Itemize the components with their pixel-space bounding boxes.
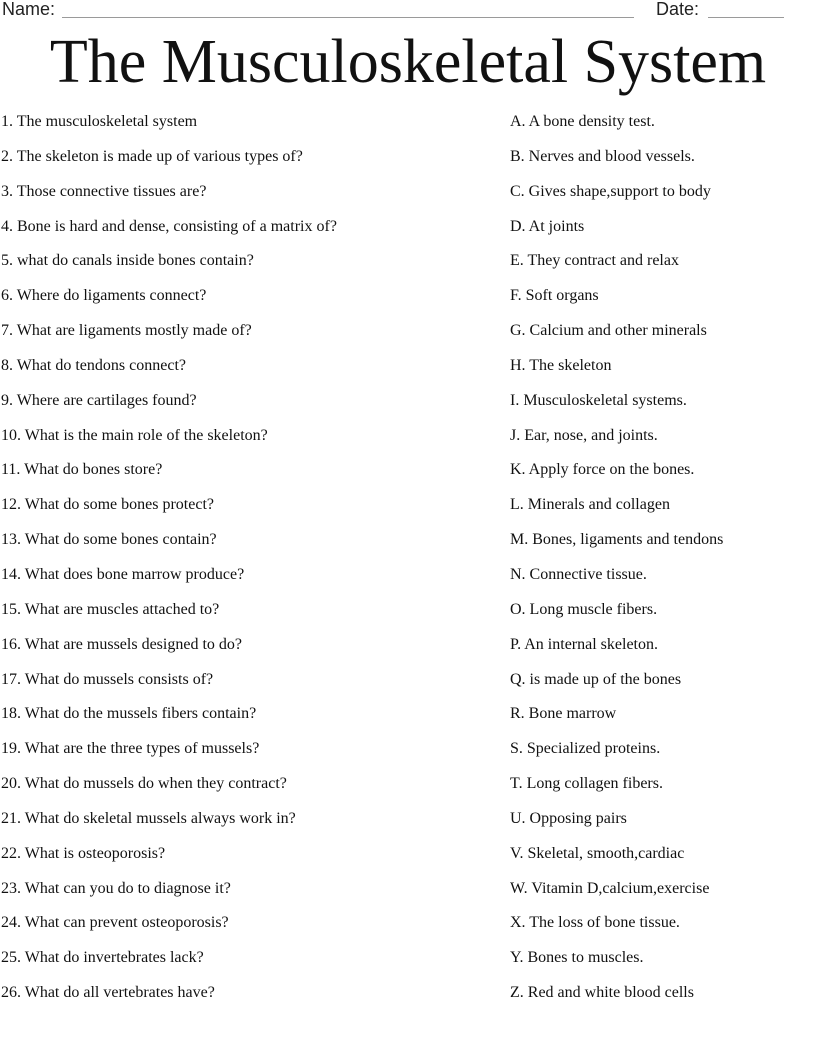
- answers-column: [510, 110, 810, 1016]
- question-item: 22. What is osteoporosis?: [1, 844, 166, 862]
- question-item: 16. What are mussels designed to do?: [1, 635, 242, 653]
- answer-item: M. Bones, ligaments and tendons: [510, 531, 724, 549]
- question-item: 12. What do some bones protect?: [1, 496, 214, 514]
- page-title: The Musculoskeletal System: [49, 28, 767, 96]
- name-label: Name:: [2, 0, 56, 19]
- answer-item: S. Specialized proteins.: [510, 740, 661, 758]
- answer-item: V. Skeletal, smooth,cardiac: [510, 844, 685, 862]
- answer-item: N. Connective tissue.: [510, 565, 647, 583]
- question-item: 6. Where do ligaments connect?: [1, 287, 207, 305]
- question-item: 14. What does bone marrow produce?: [1, 565, 245, 583]
- question-item: 23. What can you do to diagnose it?: [1, 879, 231, 897]
- answer-item: C. Gives shape,support to body: [510, 182, 711, 200]
- question-item: 17. What do mussels consists of?: [1, 670, 214, 688]
- answer-item: Q. is made up of the bones: [510, 670, 682, 688]
- question-item: 21. What do skeletal mussels always work in?: [1, 809, 296, 827]
- question-item: 2. The skeleton is made up of various types of?: [1, 147, 303, 165]
- question-item: 20. What do mussels do when they contract?: [1, 775, 287, 793]
- answer-item: P. An internal skeleton.: [510, 635, 658, 653]
- answer-item: H. The skeleton: [510, 356, 612, 374]
- question-item: 9. Where are cartilages found?: [1, 391, 197, 409]
- answer-item: Z. Red and white blood cells: [510, 984, 694, 1002]
- question-item: 3. Those connective tissues are?: [1, 182, 207, 200]
- date-field-line[interactable]: [708, 17, 784, 18]
- answer-item: G. Calcium and other minerals: [510, 322, 707, 340]
- question-item: 1. The musculoskeletal system: [1, 113, 198, 130]
- answer-item: F. Soft organs: [510, 287, 599, 305]
- answer-item: W. Vitamin D,calcium,exercise: [510, 879, 710, 897]
- question-item: 4. Bone is hard and dense, consisting of a matrix of?: [1, 217, 337, 235]
- date-label: Date:: [656, 0, 700, 19]
- answer-item: K. Apply force on the bones.: [510, 461, 695, 479]
- answer-item: J. Ear, nose, and joints.: [510, 426, 658, 444]
- answer-item: E. They contract and relax: [510, 252, 679, 270]
- questions-column: [1, 110, 491, 1016]
- answer-item: A. A bone density test.: [510, 113, 655, 130]
- answer-item: R. Bone marrow: [510, 705, 617, 723]
- question-item: 25. What do invertebrates lack?: [1, 949, 204, 967]
- answer-item: O. Long muscle fibers.: [510, 600, 658, 618]
- question-item: 19. What are the three types of mussels?: [1, 740, 260, 758]
- question-item: 15. What are muscles attached to?: [1, 600, 220, 618]
- answer-item: Y. Bones to muscles.: [510, 949, 644, 967]
- question-item: 11. What do bones store?: [1, 461, 163, 479]
- answer-item: X. The loss of bone tissue.: [510, 914, 680, 932]
- question-item: 7. What are ligaments mostly made of?: [1, 322, 252, 340]
- answer-item: U. Opposing pairs: [510, 809, 627, 827]
- question-item: 26. What do all vertebrates have?: [1, 984, 215, 1002]
- answer-item: I. Musculoskeletal systems.: [510, 391, 687, 409]
- question-item: 8. What do tendons connect?: [1, 356, 186, 374]
- answer-item: L. Minerals and collagen: [510, 496, 670, 514]
- answer-item: B. Nerves and blood vessels.: [510, 147, 695, 165]
- name-field-line[interactable]: [62, 17, 634, 18]
- question-item: 5. what do canals inside bones contain?: [1, 252, 254, 270]
- question-item: 24. What can prevent osteoporosis?: [1, 914, 229, 932]
- answer-item: D. At joints: [510, 217, 585, 235]
- answer-item: T. Long collagen fibers.: [510, 775, 663, 793]
- question-item: 13. What do some bones contain?: [1, 531, 217, 549]
- worksheet-header: [0, 0, 816, 22]
- question-item: 18. What do the mussels fibers contain?: [1, 705, 257, 723]
- question-item: 10. What is the main role of the skeleton?: [1, 426, 268, 444]
